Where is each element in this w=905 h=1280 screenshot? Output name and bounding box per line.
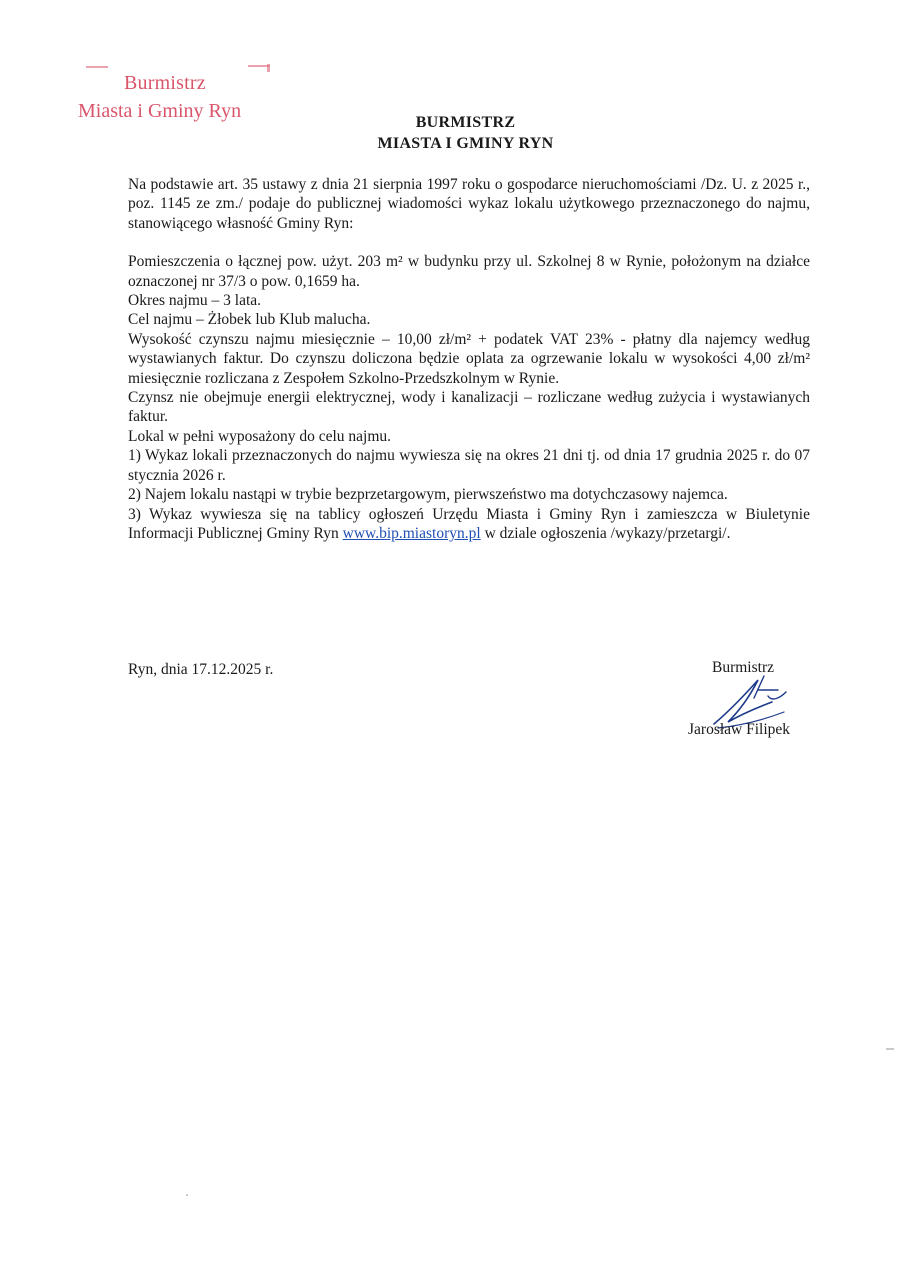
lease-period: Okres najmu – 3 lata. <box>128 292 262 310</box>
intro-paragraph: Na podstawie art. 35 ustawy z dnia 21 sierpnia 1997 roku o gospodarce nieruchomościami /Dz. U. z 2025 r., poz. 1145 ze zm./ podaje do publicznej wiadomości wykaz lokalu użytkowego przeznaczonego do najmu, stanowiącego własność Gminy Ryn: <box>128 176 810 232</box>
premises-paragraph: Pomieszczenia o łącznej pow. użyt. 203 m² w budynku przy ul. Szkolnej 8 w Rynie, położonym na działce oznaczonej nr 37/3 o pow. 0,1659 ha. <box>128 253 810 290</box>
note-3-text: 3) Wykaz wywiesza się na tablicy ogłoszeń Urzędu Miasta i Gminy Ryn i zamieszcza w Biuletynie Informacji Publicznej Gminy Ryn <box>128 505 810 542</box>
signatory-name: Jarosław Filipek <box>688 721 791 738</box>
header-line-1: BURMISTRZ <box>415 114 516 131</box>
lease-purpose: Cel najmu – Żłobek lub Klub malucha. <box>128 311 371 329</box>
stamp-line-2: Miasta i Gminy Ryn <box>78 100 242 122</box>
header-line-2: MIASTA I GMINY RYN <box>377 135 554 152</box>
utilities-paragraph: Czynsz nie obejmuje energii elektrycznej, wody i kanalizacji – rozliczane według zużycia i wystawianych faktur. <box>128 389 810 426</box>
equipment-line: Lokal w pełni wyposażony do celu najmu. <box>128 427 392 445</box>
paragraph-gap <box>128 233 810 252</box>
note-2: 2) Najem lokalu nastąpi w trybie bezprzetargowym, pierwszeństwo ma dotychczasowy najemca. <box>128 486 728 504</box>
signature-title: Burmistrz <box>712 659 774 676</box>
stamp-line-1: Burmistrz <box>124 72 206 94</box>
scan-artifact <box>886 1048 894 1050</box>
note-3-tail: w dziale ogłoszenia /wykazy/przetargi/. <box>484 524 731 542</box>
scan-artifact <box>186 1194 188 1196</box>
bip-link[interactable]: www.bip.miastoryn.pl <box>342 524 481 542</box>
stamp-speck <box>267 64 270 72</box>
document-header <box>0 112 905 154</box>
note-3 <box>128 505 810 544</box>
place-date: Ryn, dnia 17.12.2025 r. <box>128 661 274 678</box>
stamp-speck <box>86 66 108 68</box>
rent-paragraph: Wysokość czynszu najmu miesięcznie – 10,00 zł/m² + podatek VAT 23% - płatny dla najemcy według wystawianych faktur. Do czynszu doliczona będzie oplata za ogrzewanie lokalu w wysokości 4,00 zł/m² miesięcznie rozliczana z Zespołem Szkolno-Przedszkolnym w Rynie. <box>128 330 810 387</box>
note-1: 1) Wykaz lokali przeznaczonych do najmu wywiesza się na okres 21 dni tj. od dnia 17 grudnia 2025 r. do 07 stycznia 2026 r. <box>128 447 810 484</box>
document-body <box>128 175 810 543</box>
